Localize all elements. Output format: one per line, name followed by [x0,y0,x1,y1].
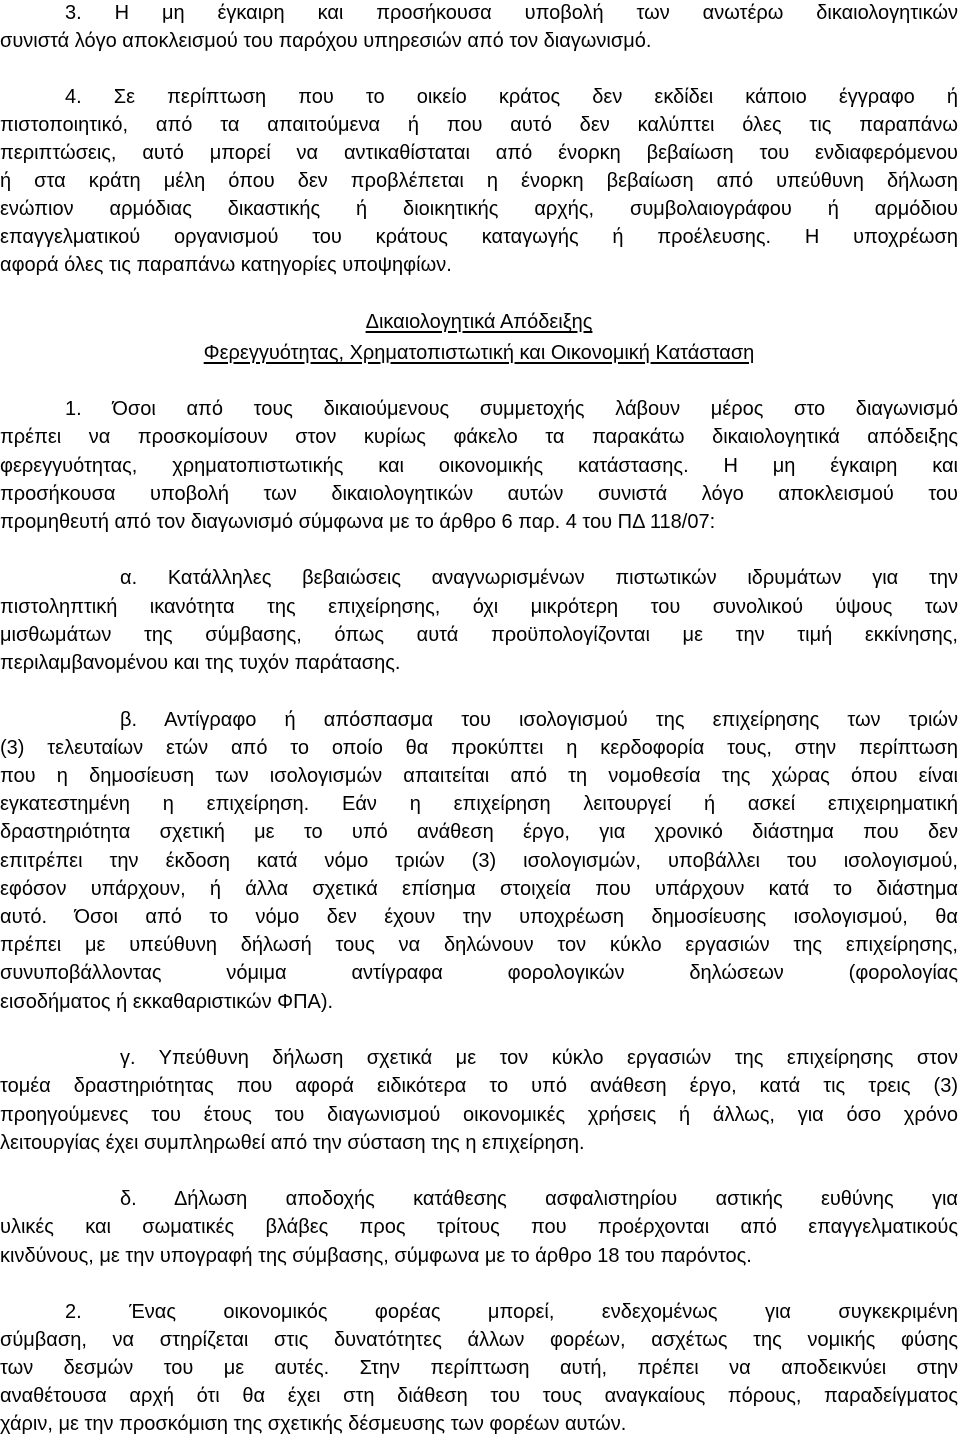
item-c-line-2: τομέα δραστηριότητας που αφορά ειδικότερα το υπό ανάθεση έργο, κατά τις τρεις (3) [0,1075,958,1097]
item-a-line-1: α. Κατάλληλες βεβαιώσεις αναγνωρισμένων πιστωτικών ιδρυμάτων για την [120,567,958,589]
item-b-line-2: (3) τελευταίων ετών από το οποίο θα προκύπτει η κερδοφορία τους, στην περίπτωση [0,737,958,759]
item-d-line-3: κινδύνους, με την υπογραφή της σύμβασης, σύμφωνα με το άρθρο 18 του παρόντος. [0,1245,752,1267]
item-b-line-1: β. Αντίγραφο ή απόσπασμα του ισολογισμού της επιχείρησης των τριών [120,709,958,731]
paragraph-2-line-5: χάριν, με την προσκόμιση της σχετικής δέσμευσης των φορέων αυτών. [0,1413,627,1435]
paragraph-1-line-2: πρέπει να προσκομίσουν στον κυρίως φάκελο τα παρακάτω δικαιολογητικά απόδειξης [0,426,958,448]
item-a-line-2: πιστοληπτική ικανότητα της επιχείρησης, όχι μικρότερη του συνολικού ύψους των [0,596,958,618]
paragraph-4-line-2: πιστοποιητικό, από τα απαιτούμενα ή που αυτό δεν καλύπτει όλες τις παραπάνω [0,114,958,136]
section-heading-line-2: Φερεγγυότητας, Χρηματοπιστωτική και Οικονομική Κατάσταση [203,342,755,364]
item-b-line-8: αυτό. Όσοι από το νόμο δεν έχουν την υποχρέωση δημοσίευσης ισολογισμού, θα [0,906,958,928]
paragraph-1-line-5: προμηθευτή από τον διαγωνισμό σύμφωνα με το άρθρο 6 παρ. 4 του ΠΔ 118/07: [0,511,716,533]
item-c-line-3: προηγούμενες του έτους του διαγωνισμού οικονομικές χρήσεις ή άλλως, για όσο χρόνο [0,1104,958,1126]
paragraph-4-line-6: επαγγελματικού οργανισμού του κράτους καταγωγής ή προέλευσης. Η υποχρέωση [0,226,958,248]
paragraph-1-line-4: προσήκουσα υποβολή των δικαιολογητικών αυτών συνιστά λόγο αποκλεισμού του [0,483,958,505]
item-a-line-4: περιλαμβανομένου και της τυχόν παράτασης. [0,652,401,674]
item-b-line-9: πρέπει με υπεύθυνη δήλωσή τους να δηλώνουν τον κύκλο εργασιών της επιχείρησης, [0,934,958,956]
item-b-line-4: εγκατεστημένη η επιχείρηση. Εάν η επιχείρηση λειτουργεί ή ασκεί επιχειρηματική [0,793,958,815]
item-c-line-1: γ. Υπεύθυνη δήλωση σχετικά με τον κύκλο εργασιών της επιχείρησης στον [120,1047,958,1069]
paragraph-2-line-2: σύμβαση, να στηρίζεται στις δυνατότητες άλλων φορέων, ασχέτως της νομικής φύσης [0,1329,958,1351]
item-b-line-7: εφόσον υπάρχουν, ή άλλα σχετικά επίσημα στοιχεία που υπάρχουν κατά το διάστημα [0,878,958,900]
paragraph-4-line-1: 4. Σε περίπτωση που το οικείο κράτος δεν εκδίδει κάποιο έγγραφο ή [65,86,958,108]
item-c-line-4: λειτουργίας έχει συμπληρωθεί από την σύσταση της η επιχείρηση. [0,1132,585,1154]
paragraph-3-line-2: συνιστά λόγο αποκλεισμού του παρόχου υπηρεσιών από τον διαγωνισμό. [0,30,652,52]
section-heading [0,308,958,336]
section-heading-line-1: Δικαιολογητικά Απόδειξης [365,311,593,333]
item-b-line-6: επιτρέπει την έκδοση κατά νόμο τριών (3) ισολογισμών, υποβάλλει του ισολογισμού, [0,850,958,872]
paragraph-2-line-1: 2. Ένας οικονομικός φορέας μπορεί, ενδεχομένως για συγκεκριμένη [65,1301,958,1323]
paragraph-2-line-4: αναθέτουσα αρχή ότι θα έχει στη διάθεση του τους αναγκαίους πόρους, παραδείγματος [0,1385,958,1407]
paragraph-4-line-3: περιπτώσεις, αυτό μπορεί να αντικαθίσταται από ένορκη βεβαίωση του ενδιαφερόμενου [0,142,958,164]
paragraph-2-line-3: των δεσμών του με αυτές. Στην περίπτωση αυτή, πρέπει να αποδεικνύει στην [0,1357,958,1379]
paragraph-4-line-4: ή στα κράτη μέλη όπου δεν προβλέπεται η ένορκη βεβαίωση από υπεύθυνη δήλωση [0,170,958,192]
item-b-line-10: συνυποβάλλοντας νόμιμα αντίγραφα φορολογικών δηλώσεων (φορολογίας [0,962,958,984]
item-d-line-2: υλικές και σωματικές βλάβες προς τρίτους που προέρχονται από επαγγελματικούς [0,1216,958,1238]
paragraph-4-line-7: αφορά όλες τις παραπάνω κατηγορίες υποψηφίων. [0,254,452,276]
paragraph-3-line-1: 3. Η μη έγκαιρη και προσήκουσα υποβολή των ανωτέρω δικαιολογητικών [65,2,958,24]
item-b-line-5: δραστηριότητα σχετική με το υπό ανάθεση έργο, για χρονικό διάστημα που δεν [0,821,958,843]
item-b-line-11: εισοδήματος ή εκκαθαριστικών ΦΠΑ). [0,991,334,1013]
paragraph-4-line-5: ενώπιον αρμόδιας δικαστικής ή διοικητικής αρχής, συμβολαιογράφου ή αρμόδιου [0,198,958,220]
item-d-line-1: δ. Δήλωση αποδοχής κατάθεσης ασφαλιστηρίου αστικής ευθύνης για [120,1188,958,1210]
paragraph-1-line-3: φερεγγυότητας, χρηματοπιστωτικής και οικονομικής κατάστασης. Η μη έγκαιρη και [0,455,958,477]
item-a-line-3: μισθωμάτων της σύμβασης, όπως αυτά προϋπολογίζονται με την τιμή εκκίνησης, [0,624,958,646]
paragraph-1-line-1: 1. Όσοι από τους δικαιούμενους συμμετοχής λάβουν μέρος στο διαγωνισμό [65,398,958,420]
item-b-line-3: που η δημοσίευση των ισολογισμών απαιτείται από τη νομοθεσία της χώρας όπου είναι [0,765,958,787]
section-subheading [0,339,958,367]
